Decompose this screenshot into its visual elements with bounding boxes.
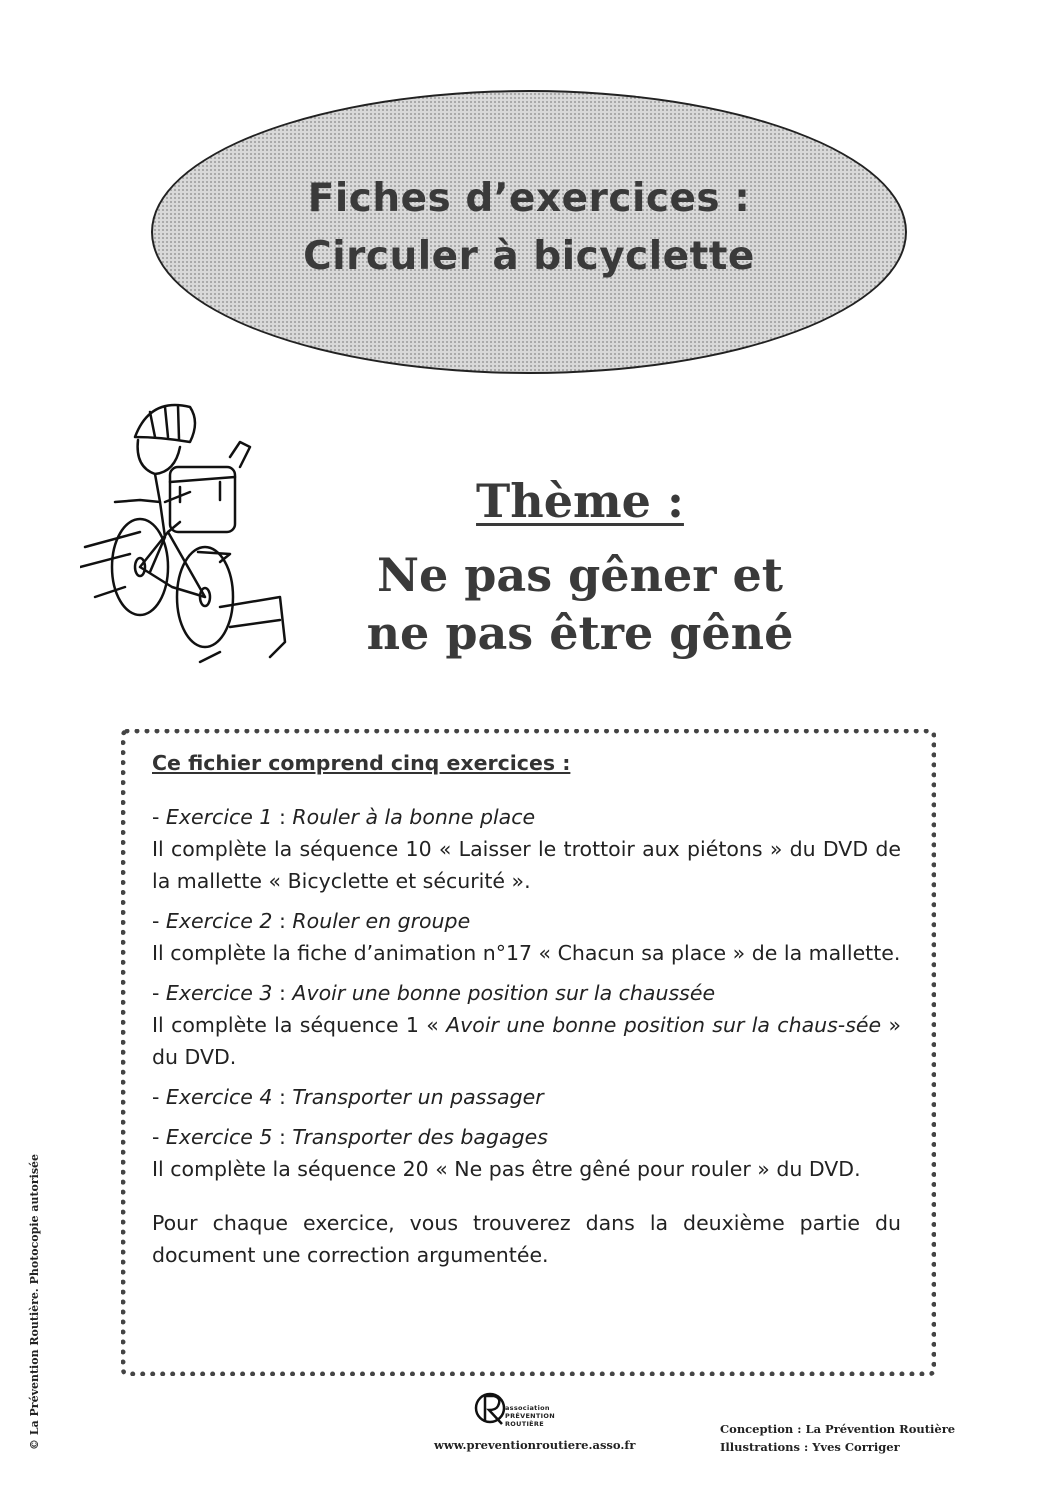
exercise-4-title: - Exercice 4 : Transporter un passager [152, 1085, 544, 1109]
exercise-3-title: - Exercice 3 : Avoir une bonne position sur la chaussée [152, 981, 716, 1005]
correction-note: Pour chaque exercice, vous trouverez dans la deuxième partie du document une correction argumentée. [152, 1211, 901, 1267]
title-line-2: Circuler à bicyclette [303, 234, 755, 279]
theme-line-2: ne pas être gêné [366, 606, 794, 660]
theme-block [300, 474, 860, 662]
exercise-1-title: - Exercice 1 : Rouler à la bonne place [152, 805, 536, 829]
exercise-5-description: Il complète la séquence 20 « Ne pas être gêné pour rouler » du DVD. [152, 1157, 861, 1181]
credit-conception: Conception : La Prévention Routière [720, 1422, 956, 1436]
exercise-1-description: Il complète la séquence 10 « Laisser le trottoir aux piétons » du DVD de la mallette « Bicyclette et sécurité ». [152, 837, 901, 893]
website-link[interactable]: www.preventionroutiere.asso.fr [434, 1438, 636, 1452]
cyclist-illustration [80, 382, 290, 672]
page-title [151, 170, 907, 286]
theme-label: Thème : [476, 474, 684, 528]
exercise-3-description: Il complète la séquence 1 « Avoir une bonne position sur la chaus-sée » du DVD. [152, 1013, 902, 1069]
exercise-list-content [152, 747, 901, 1271]
exercise-5-title: - Exercice 5 : Transporter des bagages [152, 1125, 548, 1149]
theme-line-1: Ne pas gêner et [376, 548, 784, 602]
credits [720, 1420, 955, 1456]
logo-text: association PRÉVENTION ROUTIÈRE [505, 1404, 555, 1428]
credit-illustrations: Illustrations : Yves Corriger [720, 1440, 900, 1454]
exercise-list-heading: Ce fichier comprend cinq exercices : [152, 751, 571, 775]
exercise-2-title: - Exercice 2 : Rouler en groupe [152, 909, 471, 933]
exercise-2-description: Il complète la fiche d’animation n°17 « Chacun sa place » de la mallette. [152, 941, 901, 965]
spacer [152, 1185, 901, 1207]
copyright-notice: © La Prévention Routière. Photocopie autorisée [28, 1153, 41, 1450]
title-line-1: Fiches d’exercices : [307, 176, 751, 221]
